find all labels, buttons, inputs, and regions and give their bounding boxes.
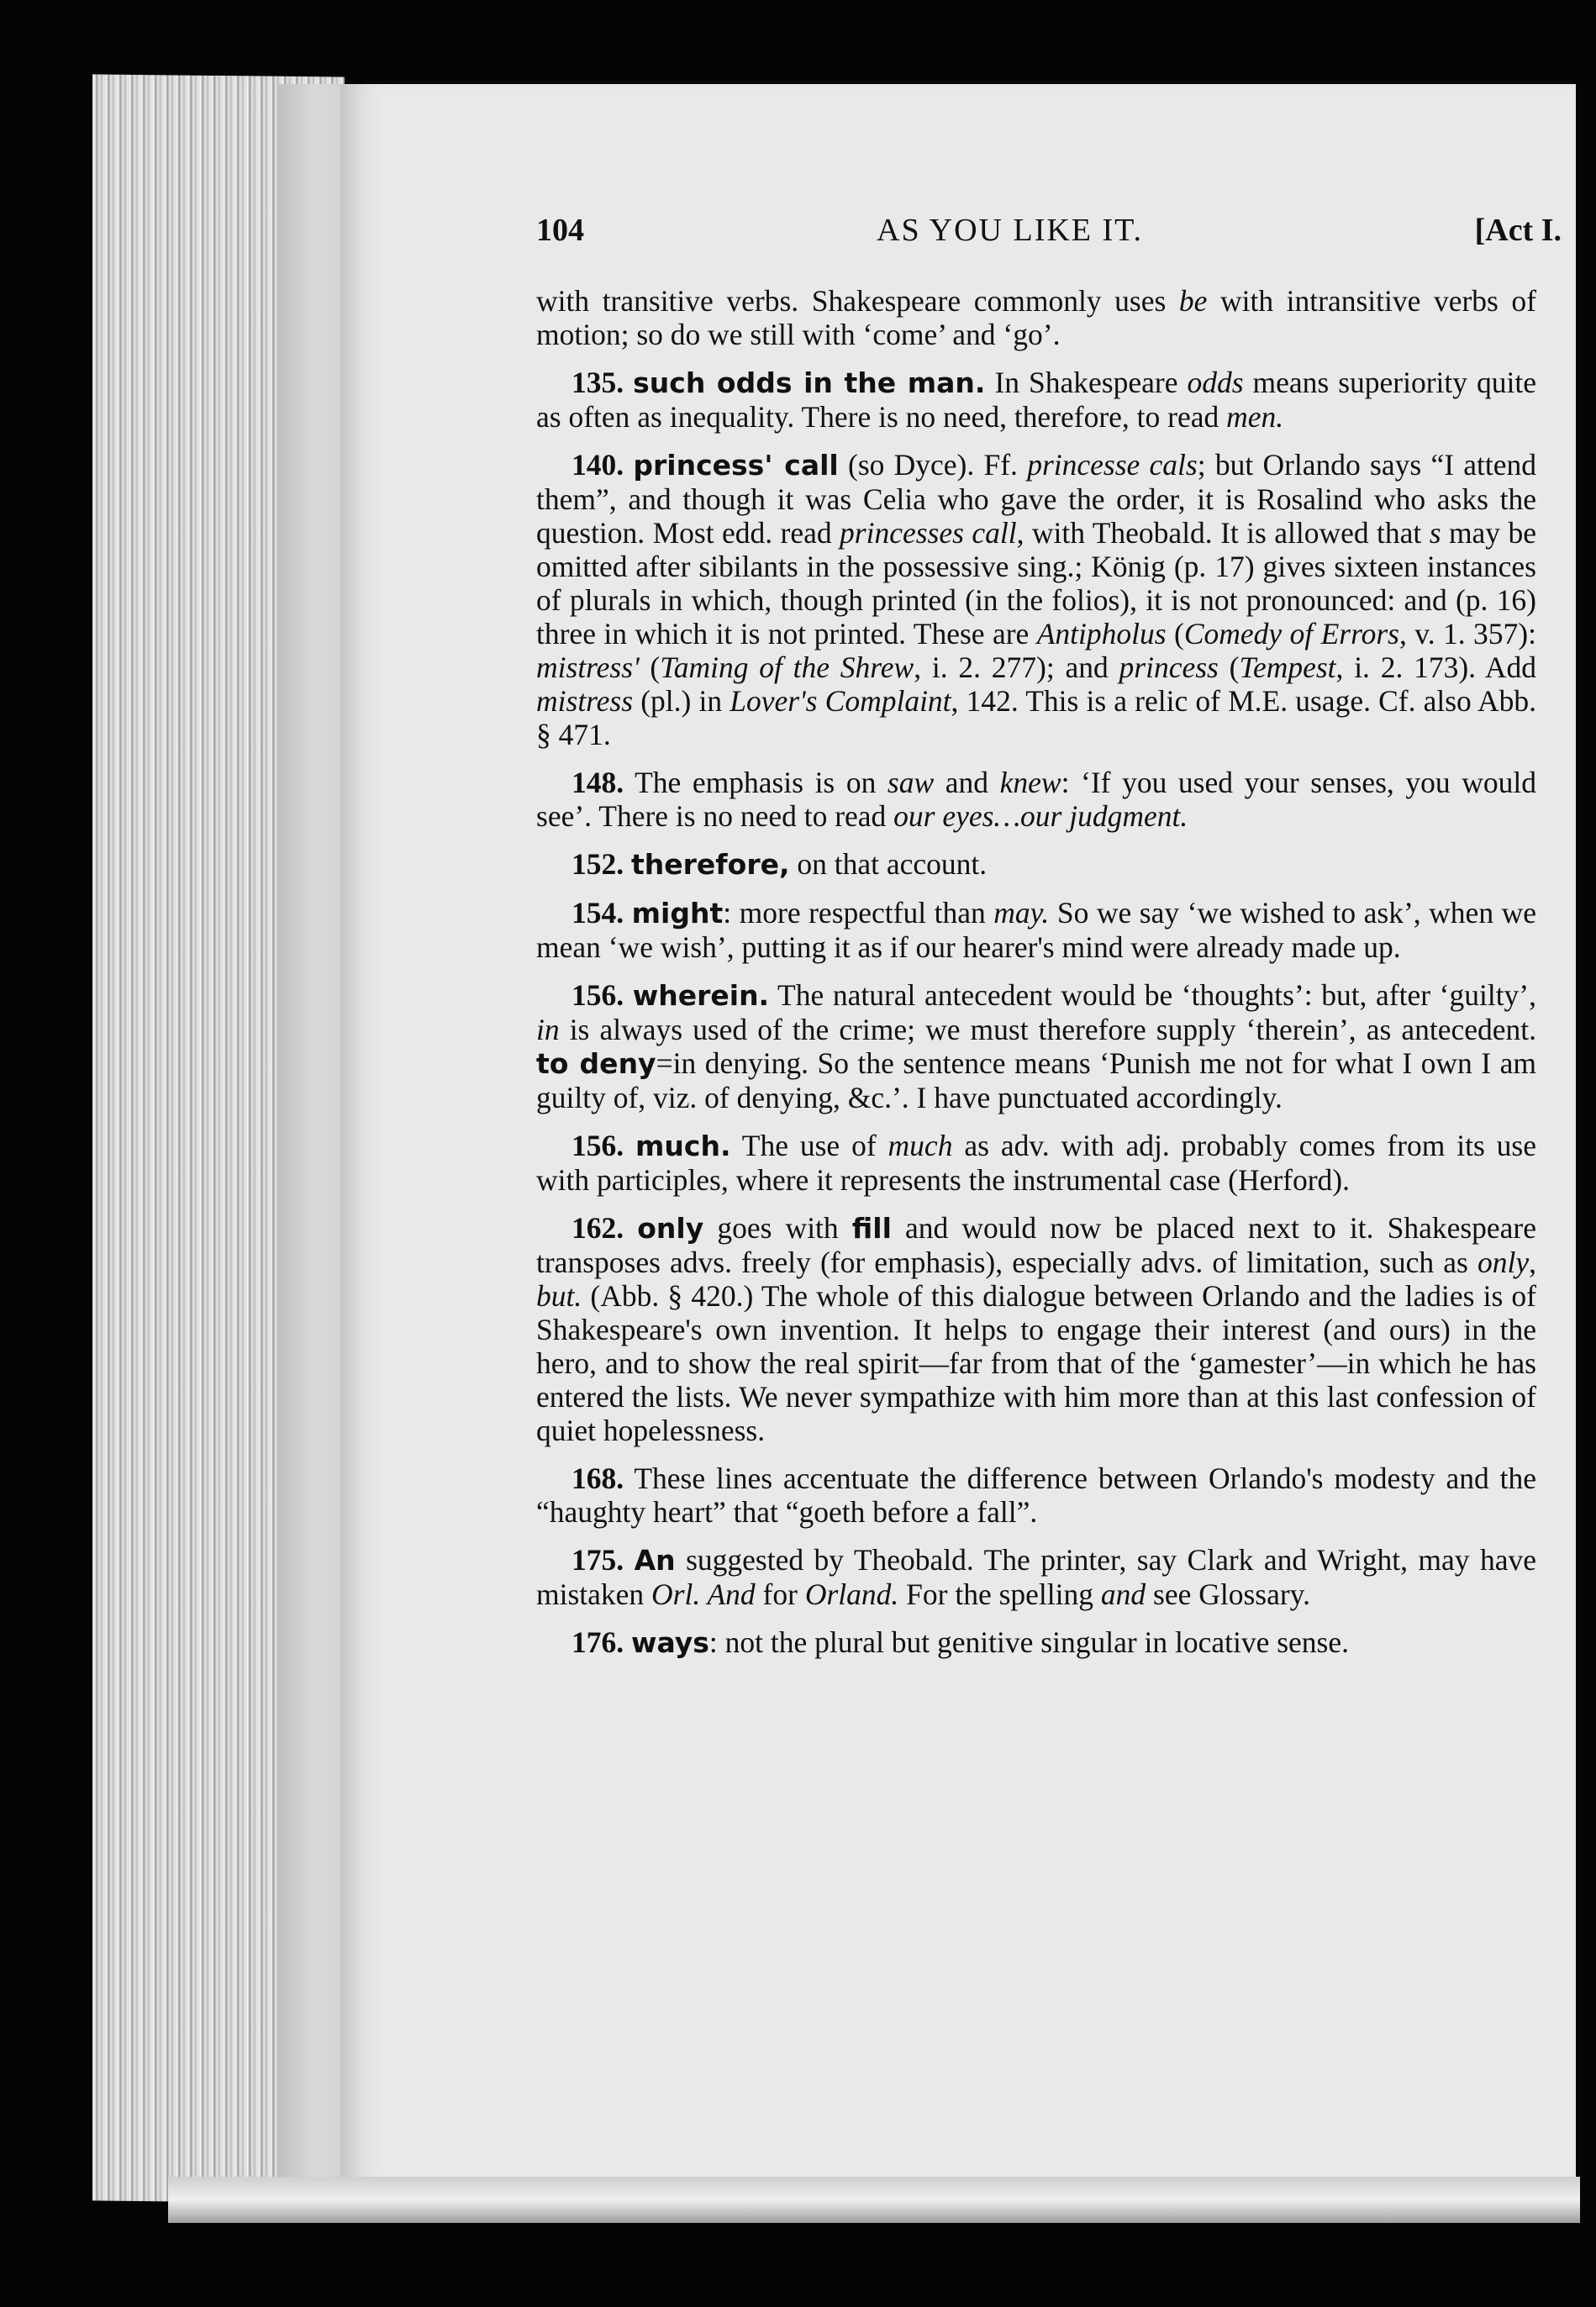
italic-text: Taming of the Shrew <box>660 650 914 684</box>
italic-text: mistress' <box>536 650 640 684</box>
italic-text: princesse cals <box>1027 448 1198 482</box>
italic-text: princesses call <box>840 516 1017 550</box>
note-number: 154. <box>572 896 624 930</box>
note-text: The emphasis is on <box>635 766 888 799</box>
note-text: In Shakespeare <box>985 366 1188 399</box>
italic-text: mistress <box>536 684 634 718</box>
italic-text: and <box>1100 1578 1146 1611</box>
note-number: 176. <box>572 1625 624 1659</box>
lemma: only <box>637 1212 704 1245</box>
note-n156b <box>536 1129 1536 1197</box>
note-number: 168. <box>572 1462 624 1495</box>
note-text: , i. 2. 277); and <box>914 650 1119 684</box>
note-number: 175. <box>572 1543 624 1577</box>
italic-text: princess <box>1119 650 1219 684</box>
note-number: 152. <box>572 847 624 881</box>
italic-text: but. <box>536 1279 582 1313</box>
note-text: and <box>934 766 1000 799</box>
notes-body <box>536 284 1536 1674</box>
italic-text: Antipholus <box>1036 617 1167 650</box>
italic-text: Tempest <box>1239 650 1336 684</box>
italic-text: Lover's Complaint <box>730 684 951 718</box>
italic-text: be <box>1178 284 1208 318</box>
note-number: 162. <box>572 1211 624 1245</box>
note-text: : more respectful than <box>723 896 994 930</box>
note-text: For the spelling <box>898 1578 1101 1611</box>
note-text: , v. 1. 357): <box>1398 617 1536 650</box>
note-text: may be omitted after sibilants in the possessive sing.; König (p. 17) gives sixteen instances of plurals in which, though printed (in the folios), it is not pronounced: and (p. 16) three in which it is not printed. These are <box>536 516 1536 650</box>
note-text: suggested by Theobald. The printer, say Clark and Wright, may have mistaken <box>536 1543 1536 1611</box>
note-text: (so Dyce). Ff. <box>838 448 1028 482</box>
note-number: 156. <box>572 1129 624 1162</box>
italic-text: s <box>1429 516 1441 550</box>
note-text: on that account. <box>789 847 988 881</box>
note-n175 <box>536 1543 1536 1611</box>
note-text: goes with <box>703 1211 852 1245</box>
note-text: , <box>1529 1246 1536 1279</box>
italic-text: may. <box>993 896 1050 930</box>
section-label: [Act I. <box>1474 213 1562 248</box>
lemma: to deny <box>536 1047 656 1080</box>
book-bottom-edge <box>168 2177 1580 2223</box>
note-text: ( <box>639 650 661 684</box>
note-text: means superiority quite as often as inequality. There is no need, therefore, to read <box>536 366 1537 434</box>
italic-text: Orl. And <box>651 1578 756 1611</box>
note-n148 <box>536 766 1536 833</box>
note-text: (pl.) in <box>633 684 730 718</box>
note-number: 140. <box>572 448 624 482</box>
note-text: with transitive verbs. Shakespeare commonly uses <box>536 284 1179 318</box>
note-text: with intransitive verbs of motion; so do we still with ‘come’ and ‘go’. <box>536 284 1536 351</box>
lemma: such odds in the man. <box>633 366 986 399</box>
note-text: : ‘If you used your senses, you would see’. There is no need to read <box>536 766 1536 833</box>
running-title: AS YOU LIKE IT. <box>877 213 1144 248</box>
lemma: much. <box>635 1130 731 1162</box>
italic-text: our eyes…our judgment. <box>893 799 1188 833</box>
note-text: ( <box>1218 650 1240 684</box>
note-n154 <box>536 896 1536 964</box>
italic-text: in <box>536 1013 560 1046</box>
lemma: wherein. <box>632 979 770 1012</box>
note-text: and would now be placed next to it. Shakespeare transposes advs. freely (for emphasis), especially advs. of limitation, such as <box>536 1211 1537 1279</box>
note-text: , with Theobald. It is allowed that <box>1016 516 1430 550</box>
note-n162 <box>536 1211 1536 1447</box>
note-number: 156. <box>572 978 624 1012</box>
note-text: : not the plural but genitive singular in locative sense. <box>708 1625 1350 1659</box>
note-text: ; but Orlando says “I attend them”, and though it was Celia who gave the order, it is Rosalind who asks the question. Most edd. read <box>536 448 1537 550</box>
lemma: An <box>634 1544 676 1577</box>
italic-text: knew <box>999 766 1061 799</box>
note-text: see Glossary. <box>1146 1578 1310 1611</box>
italic-text: saw <box>887 766 935 799</box>
note-text: (Abb. § 420.) The whole of this dialogue between Orlando and the ladies is of Shakespeare's own invention. It helps to engage their interest (and ours) in the hero, and to show the real spirit—far from that of the ‘gamester’—in which he has entered the lists. We never sympathize with him more than at this last confession of quiet hopelessness. <box>536 1279 1536 1447</box>
italic-text: Orland. <box>804 1578 899 1611</box>
lemma: therefore, <box>631 848 790 881</box>
note-number: 135. <box>572 366 624 399</box>
italic-text: odds <box>1187 366 1244 399</box>
note-text: , 142. This is a relic of M.E. usage. Cf. also Abb. § 471. <box>536 684 1536 751</box>
note-text: The natural antecedent would be ‘thoughts’: but, after ‘guilty’, <box>769 978 1537 1012</box>
note-n156a <box>536 978 1536 1114</box>
note-cont <box>536 284 1536 351</box>
note-text: is always used of the crime; we must therefore supply ‘therein’, as antecedent. <box>559 1013 1536 1046</box>
note-text: for <box>755 1578 805 1611</box>
italic-text: only <box>1477 1246 1530 1279</box>
italic-text: much <box>888 1129 953 1162</box>
lemma: fill <box>851 1212 892 1245</box>
page-number: 104 <box>536 213 584 248</box>
note-n152 <box>536 847 1536 882</box>
italic-text: Comedy of Errors <box>1183 617 1399 650</box>
note-n176 <box>536 1625 1536 1660</box>
note-text: The use of <box>730 1129 888 1162</box>
note-number: 148. <box>572 766 624 799</box>
lemma: ways <box>631 1626 709 1659</box>
note-text: as adv. with adj. probably comes from its use with participles, where it represents the instrumental case (Herford). <box>536 1129 1537 1197</box>
lemma: princess' call <box>633 449 839 482</box>
italic-text: men. <box>1226 400 1284 434</box>
note-text: ( <box>1166 617 1184 650</box>
note-n140 <box>536 448 1536 751</box>
note-n168 <box>536 1462 1536 1529</box>
note-text: , i. 2. 173). Add <box>1335 650 1536 684</box>
note-n135 <box>536 366 1536 434</box>
note-text: =in denying. So the sentence means ‘Punish me not for what I own I am guilty of, viz. of denying, &c.’. I have punctuated accordingly. <box>536 1046 1536 1114</box>
note-text: These lines accentuate the difference between Orlando's modesty and the “haughty heart” that “goeth before a fall”. <box>536 1462 1537 1529</box>
lemma: might <box>631 897 724 930</box>
running-header <box>536 212 1562 254</box>
note-text: So we say ‘we wished to ask’, when we mean ‘we wish’, putting it as if our hearer's mind were already made up. <box>536 896 1536 964</box>
